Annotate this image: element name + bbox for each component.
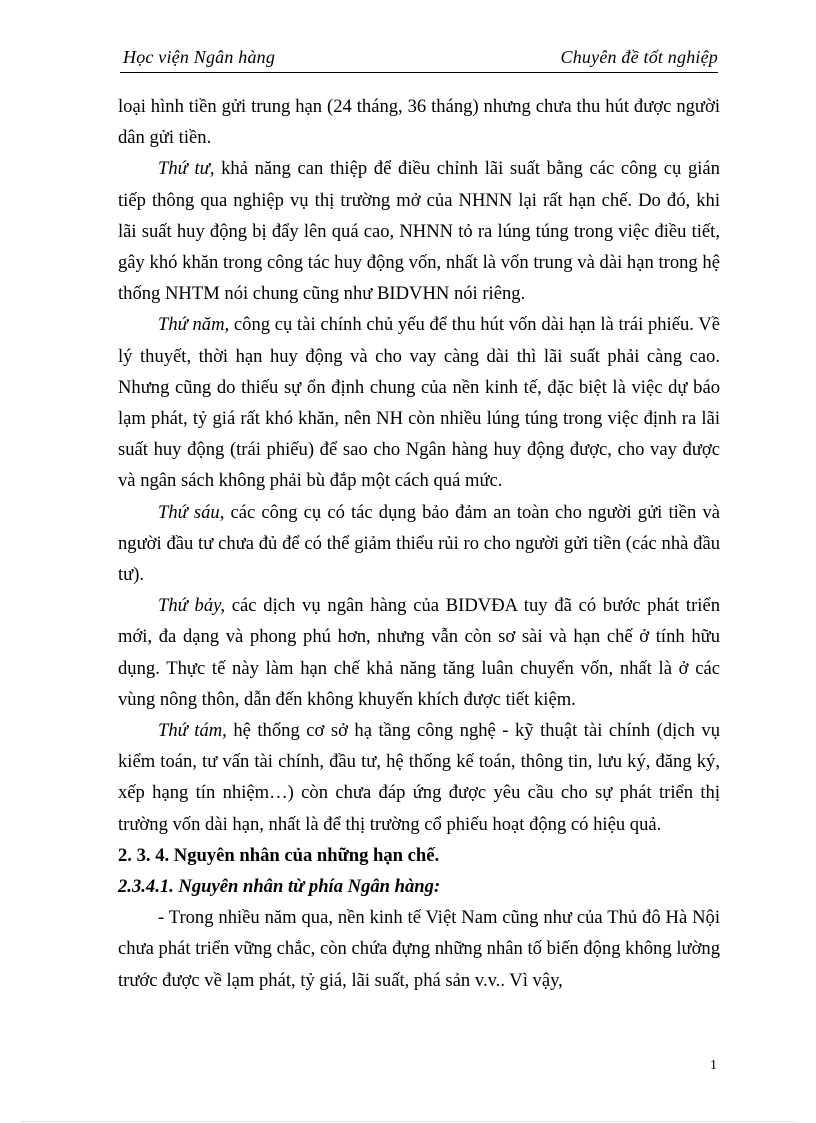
paragraph-thu-nam: Thứ năm, công cụ tài chính chủ yếu để thu hút vốn dài hạn là trái phiếu. Về lý thuyết, thời hạn huy động và cho vay càng dài thì lãi suất phải càng cao. Nhưng cũng do thiếu sự ổn định chung của nền kinh tế, đặc biệt là việc dự báo lạm phát, tỷ giá rất khó khăn, nên NH còn nhiều lúng túng trong việc định ra lãi suất huy động (trái phiếu) để sao cho Ngân hàng huy động được, cho vay được và ngân sách không phải bù đắp một cách quá mức.	[118, 314, 720, 492]
header-rule	[120, 72, 718, 73]
paragraph-thu-sau: Thứ sáu, các công cụ có tác dụng bảo đảm an toàn cho người gửi tiền và người đầu tư chưa đủ để có thể giảm thiểu rủi ro cho người gửi tiền (các nhà đầu tư).	[118, 501, 721, 586]
section-heading: 2. 3. 4. Nguyên nhân của những hạn chế.	[118, 844, 440, 866]
paragraph-continuation: loại hình tiền gửi trung hạn (24 tháng, 36 tháng) nhưng chưa thu hút được người dân gửi tiền.	[118, 96, 720, 149]
paragraph-lead: Thứ tư,	[158, 158, 215, 180]
paragraph-thu-tu: Thứ tư, khả năng can thiệp để điều chỉnh lãi suất bằng các công cụ gián tiếp thông qua nghiệp vụ thị trường mở của NHNN lại rất hạn chế. Do đó, khi lãi suất huy động bị đẩy lên quá cao, NHNN tỏ ra lúng túng trong việc điều tiết, gây khó khăn trong công tác huy động vốn, nhất là vốn trung và dài hạn trong hệ thống NHTM nói chung cũng như BIDVHN nói riêng.	[118, 158, 720, 305]
header-right: Chuyên đề tốt nghiệp	[560, 47, 718, 67]
document-body	[118, 91, 720, 996]
paragraph-lead: Thứ sáu,	[158, 501, 225, 523]
paragraph-lead: Thứ tám,	[158, 720, 227, 742]
page-bottom-border	[22, 1121, 796, 1122]
paragraph-thu-tam: Thứ tám, hệ thống cơ sở hạ tầng công nghệ - kỹ thuật tài chính (dịch vụ kiểm toán, tư vấn tài chính, đầu tư, hệ thống kế toán, thông tin, lưu ký, đăng ký, xếp hạng tín nhiệm…) còn chưa đáp ứng được yêu cầu cho sự phát triển thị trường vốn dài hạn, nhất là để thị trường cổ phiếu hoạt động có hiệu quả.	[118, 720, 720, 835]
subsection-heading: 2.3.4.1. Nguyên nhân từ phía Ngân hàng:	[118, 876, 441, 898]
paragraph-final: - Trong nhiều năm qua, nền kinh tế Việt Nam cũng như của Thủ đô Hà Nội chưa phát triển vững chắc, còn chứa đựng những nhân tố biến động không lường trước được về lạm phát, tỷ giá, lãi suất, phá sản v.v.. Vì vậy,	[118, 907, 720, 991]
paragraph-thu-bay: Thứ bảy, các dịch vụ ngân hàng của BIDVĐA tuy đã có bước phát triển mới, đa dạng và phong phú hơn, nhưng vẫn còn sơ sài và hạn chế ở tính hữu dụng. Thực tế này làm hạn chế khả năng tăng luân chuyển vốn, nhất là ở các vùng nông thôn, dẫn đến không khuyến khích được tiết kiệm.	[118, 595, 720, 710]
paragraph-lead: Thứ bảy,	[158, 595, 226, 617]
page-number: 1	[710, 1058, 717, 1073]
paragraph-lead: Thứ năm,	[158, 314, 230, 336]
header-left: Học viện Ngân hàng	[123, 47, 276, 67]
